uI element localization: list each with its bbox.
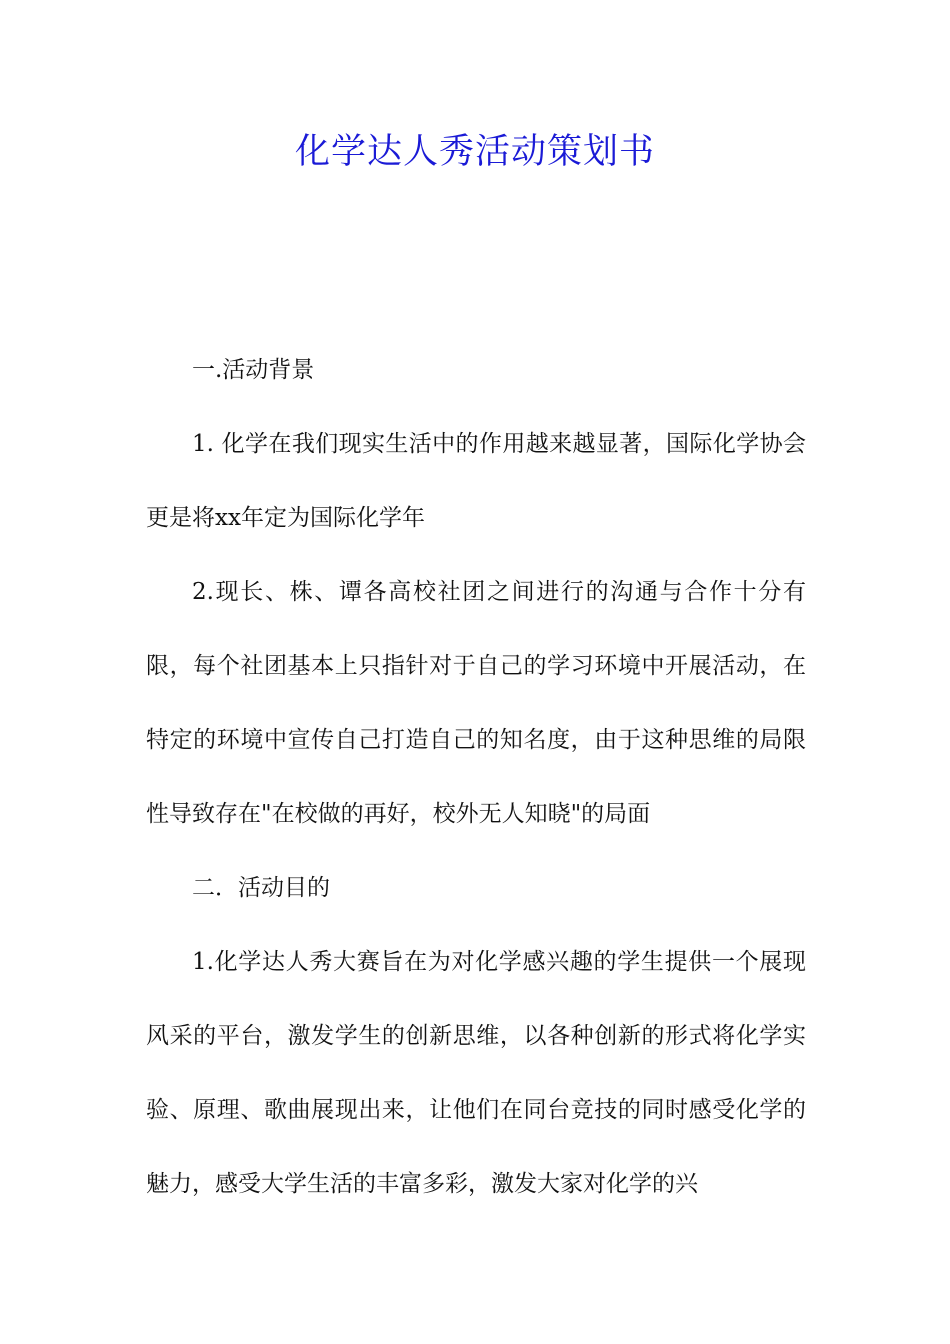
background-paragraph-1: 1. 化学在我们现实生活中的作用越来越显著，国际化学协会更是将xx年定为国际化学年 <box>146 431 806 531</box>
section-heading-background: 一.活动背景 <box>192 357 315 383</box>
background-paragraph-2: 2.现长、株、谭各高校社团之间进行的沟通与合作十分有限，每个社团基本上只指针对于自己的学习环境中开展活动，在特定的环境中宣传自己打造自己的知名度，由于这种思维的局限性导致存在"在校做的再好，校外无人知晓"的局面 <box>146 579 806 827</box>
section-heading-purpose: 二．活动目的 <box>192 875 330 901</box>
purpose-paragraph-1: 1.化学达人秀大赛旨在为对化学感兴趣的学生提供一个展现风采的平台，激发学生的创新思维，以各种创新的形式将化学实验、原理、歌曲展现出来，让他们在同台竞技的同时感受化学的魅力，感受大学生活的丰富多彩，激发大家对化学的兴 <box>146 949 806 1197</box>
document-body <box>146 333 806 1221</box>
document-title: 化学达人秀活动策划书 <box>294 132 655 172</box>
